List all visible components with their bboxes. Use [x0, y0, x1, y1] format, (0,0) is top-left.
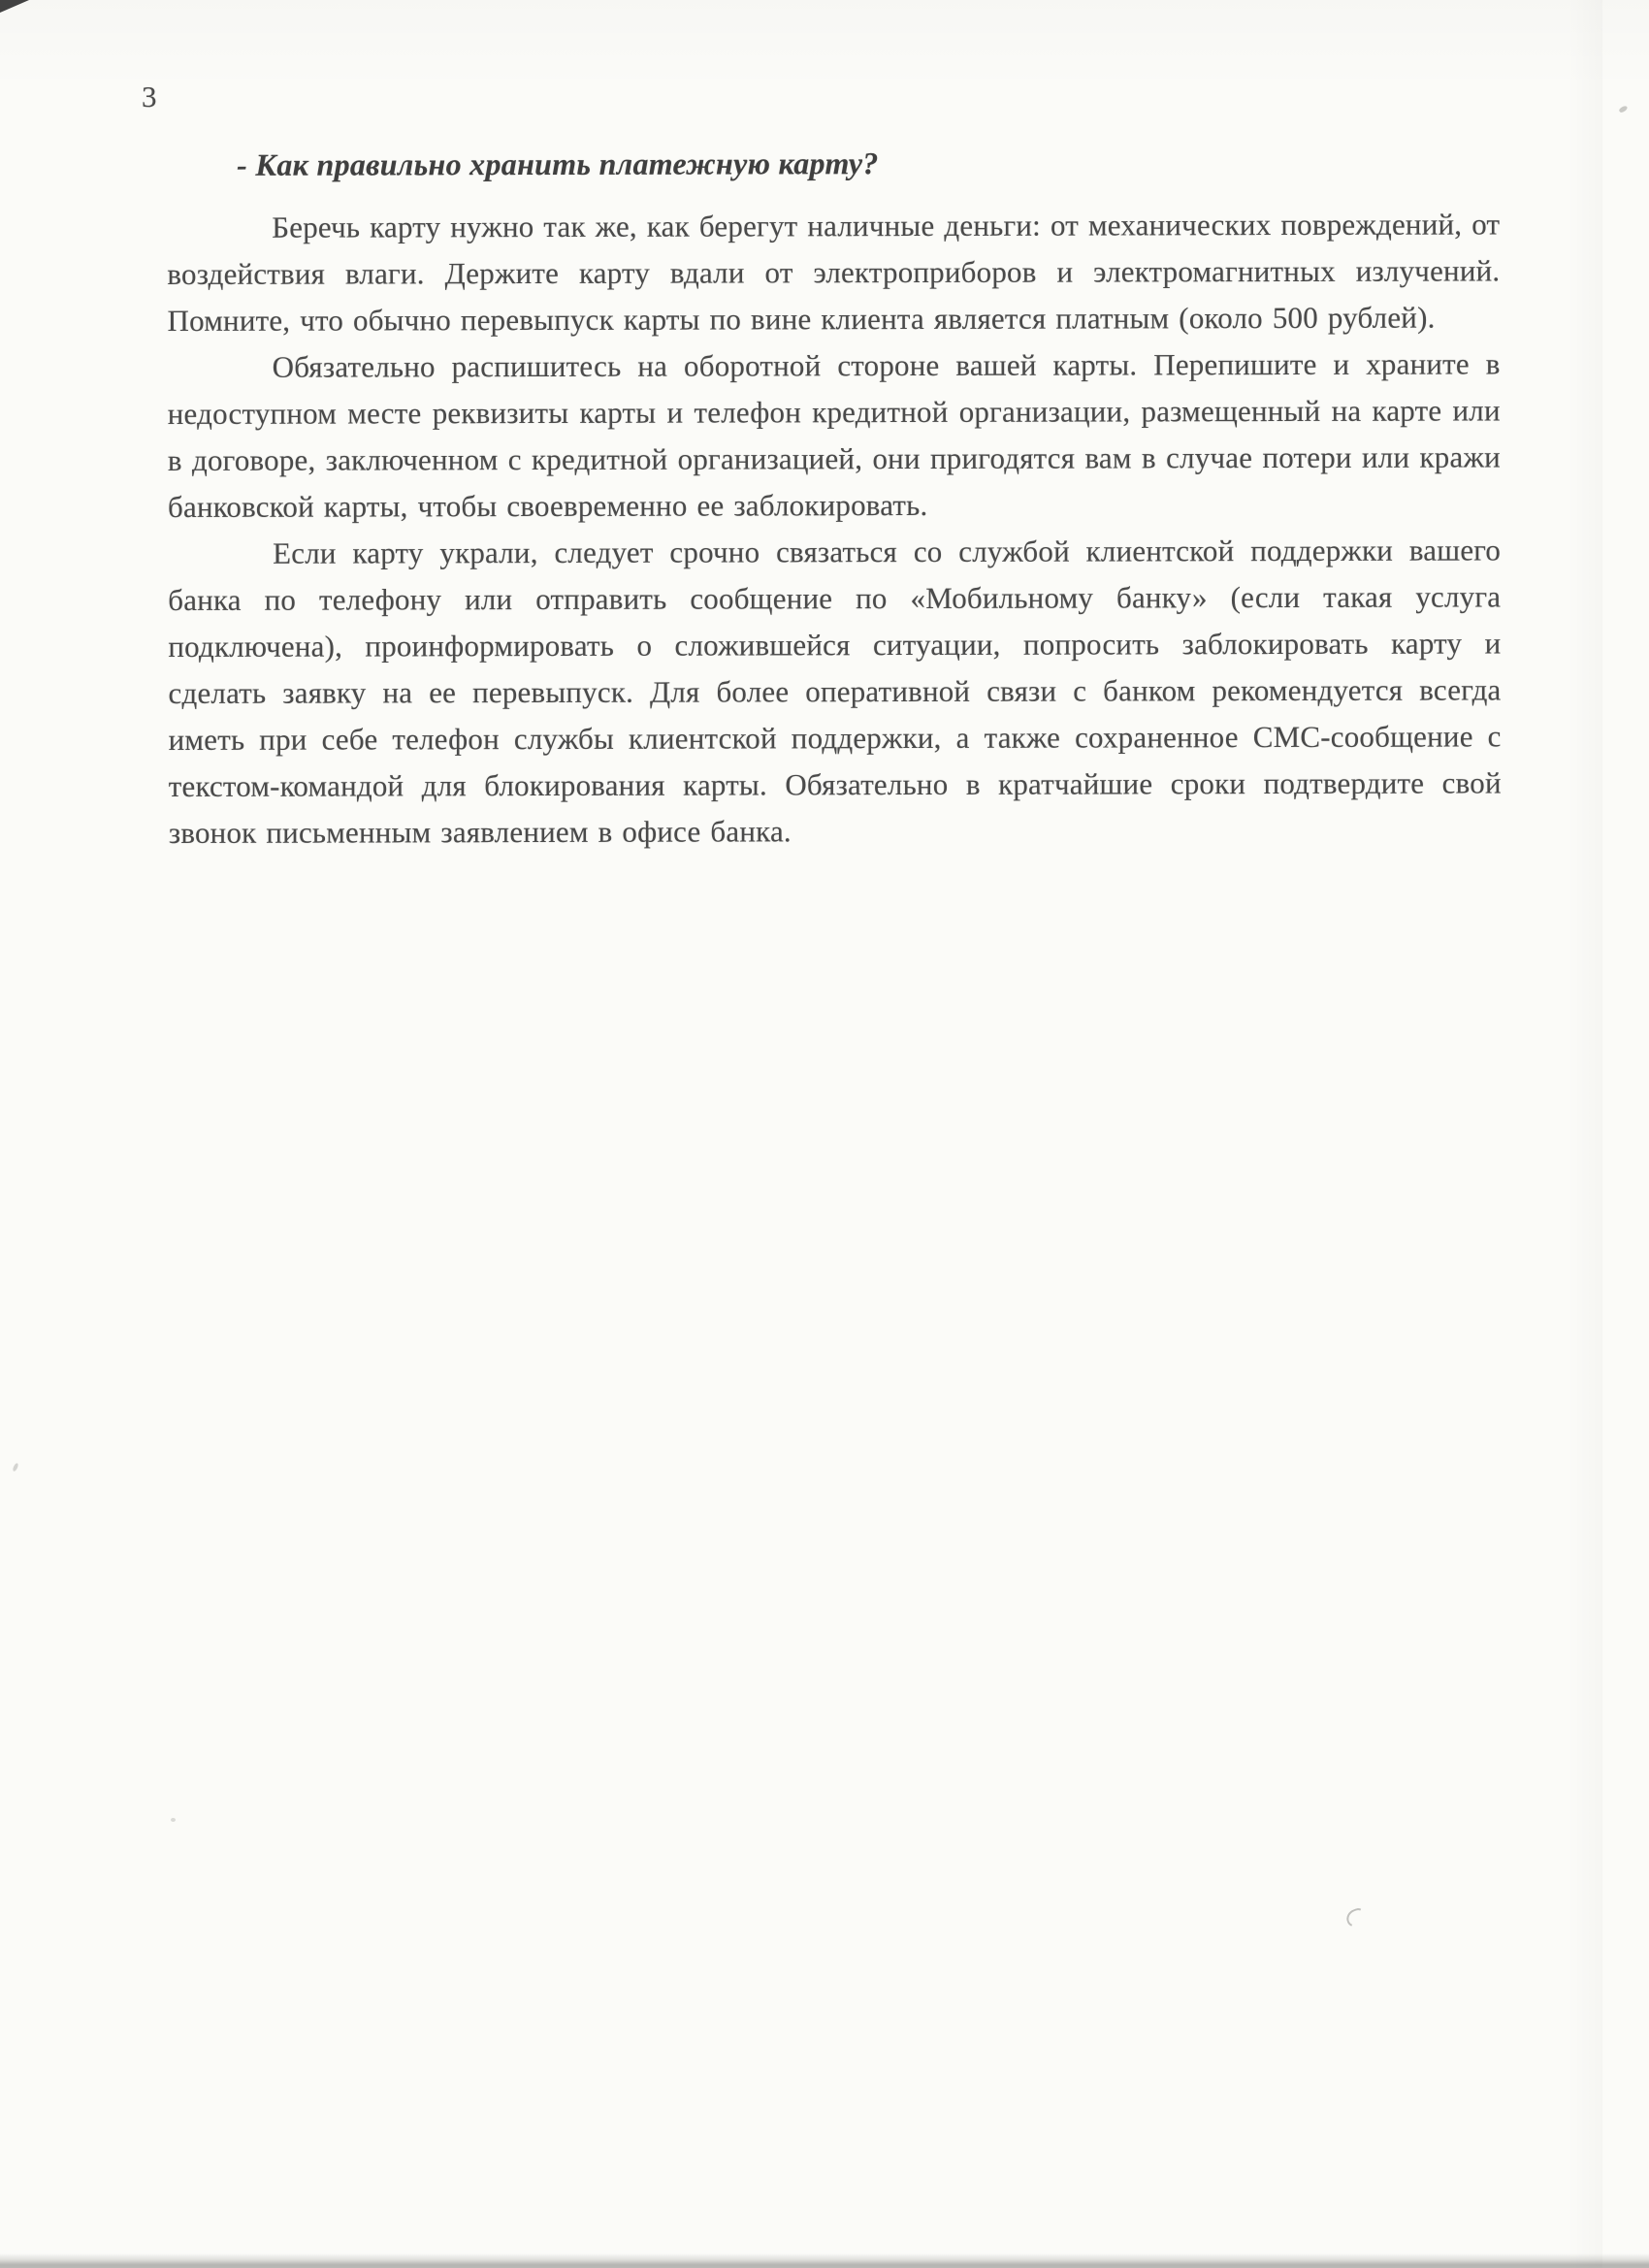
page-number: 3	[142, 80, 157, 113]
scan-speck	[12, 1463, 18, 1473]
document-heading: - Как правильно хранить платежную карту?	[237, 146, 879, 182]
scan-corner-artifact	[0, 0, 29, 13]
scan-squiggle-artifact	[1344, 1906, 1369, 1929]
scan-edge-streak	[1568, 0, 1602, 2268]
scan-speck	[171, 1818, 176, 1822]
document-body	[167, 138, 1502, 857]
scan-bottom-edge	[0, 2253, 1649, 2268]
paragraph-sign-and-save-details: Обязательно распишитесь на оборотной стороне вашей карты. Перепишите и храните в недоступном месте реквизиты карты и телефон кредитной организации, размещенный на карте или в договоре, заключенном с кредитной организацией, они пригодятся вам в случае потери или кражи банковской карты, чтобы своевременно ее заблокировать.	[167, 346, 1501, 524]
paragraph-stolen-card-actions: Если карту украли, следует срочно связаться со службой клиентской поддержки вашего банка по телефону или отправить сообщение по «Мобильному банку» (если такая услуга подключена), проинформировать о сложившейся ситуации, попросить заблокировать карту и сделать заявку на ее перевыпуск. Для более оперативной связи с банком рекомендуется всегда иметь при себе телефон службы клиентской поддержки, а также сохраненное СМС-сообщение с текстом-командой для блокирования карты. Обязательно в кратчайшие сроки подтвердите свой звонок письменным заявлением в офисе банка.	[168, 533, 1502, 850]
scan-speck	[1618, 105, 1628, 113]
paragraph-card-storage-rules: Беречь карту нужно так же, как берегут наличные деньги: от механических повреждений, от воздействия влаги. Держите карту вдали от электроприборов и электромагнитных излучений. Помните, что обычно перевыпуск карты по вине клиента является платным (около 500 рублей).	[167, 207, 1501, 338]
